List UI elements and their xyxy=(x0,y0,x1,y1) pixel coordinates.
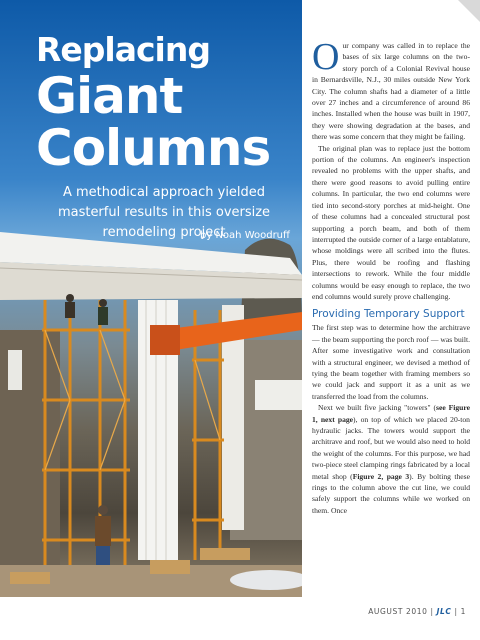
article-deck: A methodical approach yielded masterful results in this oversize remodeling project xyxy=(57,185,271,240)
footer-separator: | xyxy=(430,607,434,616)
footer-magazine: JLC xyxy=(436,607,452,616)
article-title xyxy=(36,30,271,177)
title-line-2: Giant xyxy=(36,67,183,125)
article-byline: by Noah Woodruff xyxy=(200,230,290,241)
page-number: 1 xyxy=(460,607,466,616)
paragraph-3: The first step was to determine how the architrave — the beam supporting the porch roof — was built. After some investigative work and consultation with a structural engineer, we devised a method of tying the beam together with framing members so we could jack and support it as a unit as we transferred the load from the columns. xyxy=(312,323,470,401)
paragraph-1-text: ur company was called in to replace the bases of six large columns on the two-story porch of a Colonial Revival house in Bernardsville, N.J., 30 miles outside New York City. The column shafts had a diameter of a little over 27 inches and a circumference of around 86 inches. Installed when the house was built in 1907, they were showing degradation at the bases, and there was some concern that they might be failing. xyxy=(312,41,470,142)
paragraph-4-text-b: ), on top of which we placed 20-ton hydraulic jacks. The towers would support the architrave and roof, but we would also need to hold the weight of the columns. For this purpose, we had two-piece steel clamping rings fabricated by a local metal shop ( xyxy=(312,414,470,481)
paragraph-4-text-a: Next we built five jacking "towers" ( xyxy=(318,403,437,413)
worker-figure xyxy=(98,505,108,515)
paragraph-1 xyxy=(312,36,470,143)
section-heading: Providing Temporary Support xyxy=(312,308,465,321)
drop-cap: O xyxy=(312,36,340,78)
title-line-1: Replacing xyxy=(36,30,210,69)
footer-separator: | xyxy=(454,607,458,616)
figure-ref-1: see Figure 1, next page xyxy=(312,403,471,424)
page-curl-corner xyxy=(458,0,480,22)
paragraph-2: The original plan was to replace just the bottom portion of the columns. An engineer's inspection revealed no problems with the upper shafts, and there were good reasons to avoid pulling entire columns. In particular, the two end columns were tied into second-story porches at mid-height. One of these columns had a concealed structural post supporting a porch beam, and both of them interrupted the outside corner of a large entablature, whose moldings were all scribed into the flutes. Plus, there would be roofing and flashing intersections to rework. While the four middle columns would be easy enough to replace, the two end columns would surely prove challenging. xyxy=(312,143,470,301)
footer-date: AUGUST 2010 xyxy=(368,607,428,616)
article-body xyxy=(312,36,471,516)
title-line-3: Columns xyxy=(36,119,271,177)
paragraph-4-text-c: ). By bolting these rings to the column above the cut line, we could safely support the columns while we worked on them. Once xyxy=(312,471,470,515)
paragraph-4 xyxy=(312,402,470,516)
figure-ref-2: Figure 2, page 3 xyxy=(352,471,410,481)
page-footer xyxy=(0,607,466,616)
